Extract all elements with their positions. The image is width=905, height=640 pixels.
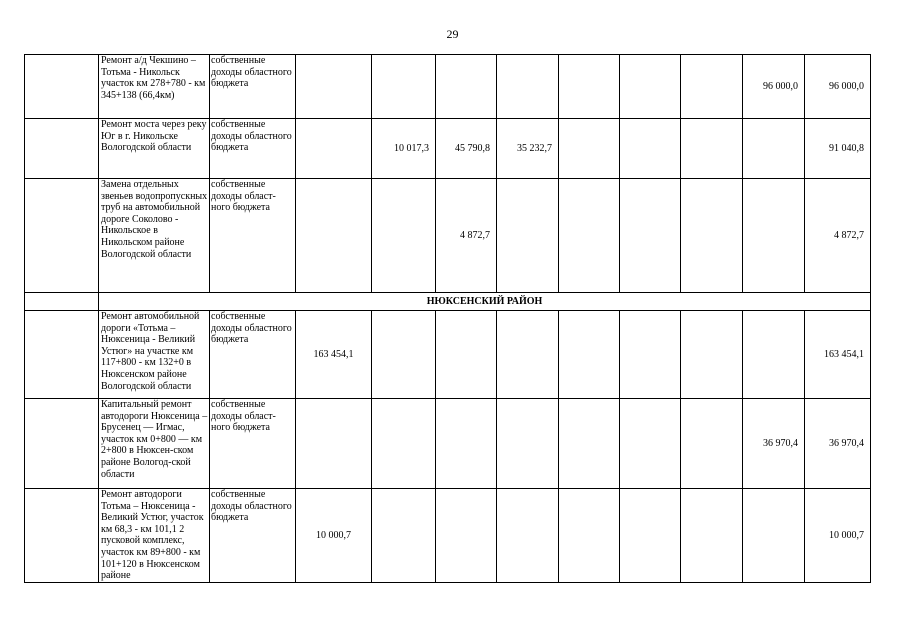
value-cell: 36 970,4 bbox=[805, 399, 871, 489]
item-name: Капитальный ремонт автодороги Нюксеница – Брусенец — Игмас, участок км 0+800 — км 2+800 в Нюксен-ском районе Вологод-ской области bbox=[99, 399, 210, 489]
value-cell bbox=[296, 179, 372, 293]
value-cell: 10 000,7 bbox=[805, 489, 871, 583]
table-cell bbox=[25, 311, 99, 399]
funding-source: собственные доходы област-ного бюджета bbox=[210, 399, 296, 489]
value-cell bbox=[620, 311, 681, 399]
table-row bbox=[25, 179, 871, 293]
item-name: Ремонт автодороги Тотьма – Нюксеница - Великий Устюг, участок км 68,3 - км 101,1 2 пусковой комплекс, участок км 89+800 - км 101+120 в Нюксенском районе bbox=[99, 489, 210, 583]
value-cell bbox=[743, 311, 805, 399]
value-cell bbox=[743, 119, 805, 179]
value-cell bbox=[497, 179, 559, 293]
value-cell: 163 454,1 bbox=[296, 311, 372, 399]
value-cell bbox=[497, 399, 559, 489]
item-name: Ремонт моста через реку Юг в г. Никольске Вологодской области bbox=[99, 119, 210, 179]
value-cell bbox=[681, 55, 743, 119]
value-cell bbox=[436, 489, 497, 583]
value-cell bbox=[497, 311, 559, 399]
value-cell bbox=[681, 179, 743, 293]
table-row bbox=[25, 399, 871, 489]
value-cell: 4 872,7 bbox=[436, 179, 497, 293]
value-cell bbox=[436, 399, 497, 489]
value-cell bbox=[559, 311, 620, 399]
value-cell bbox=[681, 119, 743, 179]
value-cell bbox=[681, 399, 743, 489]
value-cell bbox=[559, 55, 620, 119]
value-cell bbox=[497, 55, 559, 119]
value-cell bbox=[559, 489, 620, 583]
funding-source: собственные доходы област-ного бюджета bbox=[210, 179, 296, 293]
value-cell bbox=[296, 119, 372, 179]
table-cell bbox=[25, 119, 99, 179]
value-cell: 10 000,7 bbox=[296, 489, 372, 583]
value-cell bbox=[681, 489, 743, 583]
value-cell: 163 454,1 bbox=[805, 311, 871, 399]
table-row bbox=[25, 55, 871, 119]
value-cell bbox=[559, 399, 620, 489]
value-cell bbox=[743, 489, 805, 583]
item-name: Ремонт автомобильной дороги «Тотьма – Нюксеница - Великий Устюг» на участке км 117+800 - км 132+0 в Нюксенском районе Вологодской области bbox=[99, 311, 210, 399]
value-cell: 96 000,0 bbox=[805, 55, 871, 119]
value-cell bbox=[620, 119, 681, 179]
value-cell bbox=[372, 311, 436, 399]
table-row bbox=[25, 489, 871, 583]
value-cell: 10 017,3 bbox=[372, 119, 436, 179]
section-row bbox=[25, 293, 871, 311]
table-cell bbox=[25, 489, 99, 583]
table-cell bbox=[25, 55, 99, 119]
value-cell: 36 970,4 bbox=[743, 399, 805, 489]
value-cell bbox=[559, 119, 620, 179]
item-name: Замена отдельных звеньев водопропускных труб на автомобильной дороге Соколово - Никольское в Никольском районе Вологодской области bbox=[99, 179, 210, 293]
page-number: 29 bbox=[446, 27, 459, 41]
funding-source: собственные доходы областного бюджета bbox=[210, 489, 296, 583]
value-cell bbox=[296, 399, 372, 489]
table-cell bbox=[25, 293, 99, 311]
value-cell bbox=[743, 179, 805, 293]
value-cell bbox=[620, 55, 681, 119]
table-row bbox=[25, 119, 871, 179]
value-cell bbox=[436, 311, 497, 399]
funding-source: собственные доходы областного бюджета bbox=[210, 55, 296, 119]
value-cell: 96 000,0 bbox=[743, 55, 805, 119]
value-cell bbox=[372, 399, 436, 489]
value-cell bbox=[372, 55, 436, 119]
value-cell bbox=[372, 179, 436, 293]
value-cell: 35 232,7 bbox=[497, 119, 559, 179]
value-cell bbox=[559, 179, 620, 293]
table-cell bbox=[25, 399, 99, 489]
value-cell bbox=[620, 399, 681, 489]
funding-source: собственные доходы областного бюджета bbox=[210, 311, 296, 399]
value-cell bbox=[681, 311, 743, 399]
value-cell bbox=[436, 55, 497, 119]
value-cell bbox=[620, 489, 681, 583]
value-cell bbox=[372, 489, 436, 583]
budget-table bbox=[24, 54, 871, 583]
funding-source: собственные доходы областного бюджета bbox=[210, 119, 296, 179]
item-name: Ремонт а/д Чекшино – Тотьма - Никольск участок км 278+780 - км 345+138 (66,4км) bbox=[99, 55, 210, 119]
table-row bbox=[25, 311, 871, 399]
value-cell: 91 040,8 bbox=[805, 119, 871, 179]
table-cell bbox=[25, 179, 99, 293]
value-cell: 4 872,7 bbox=[805, 179, 871, 293]
value-cell bbox=[296, 55, 372, 119]
value-cell bbox=[620, 179, 681, 293]
section-title: НЮКСЕНСКИЙ РАЙОН bbox=[99, 293, 871, 311]
value-cell: 45 790,8 bbox=[436, 119, 497, 179]
value-cell bbox=[497, 489, 559, 583]
